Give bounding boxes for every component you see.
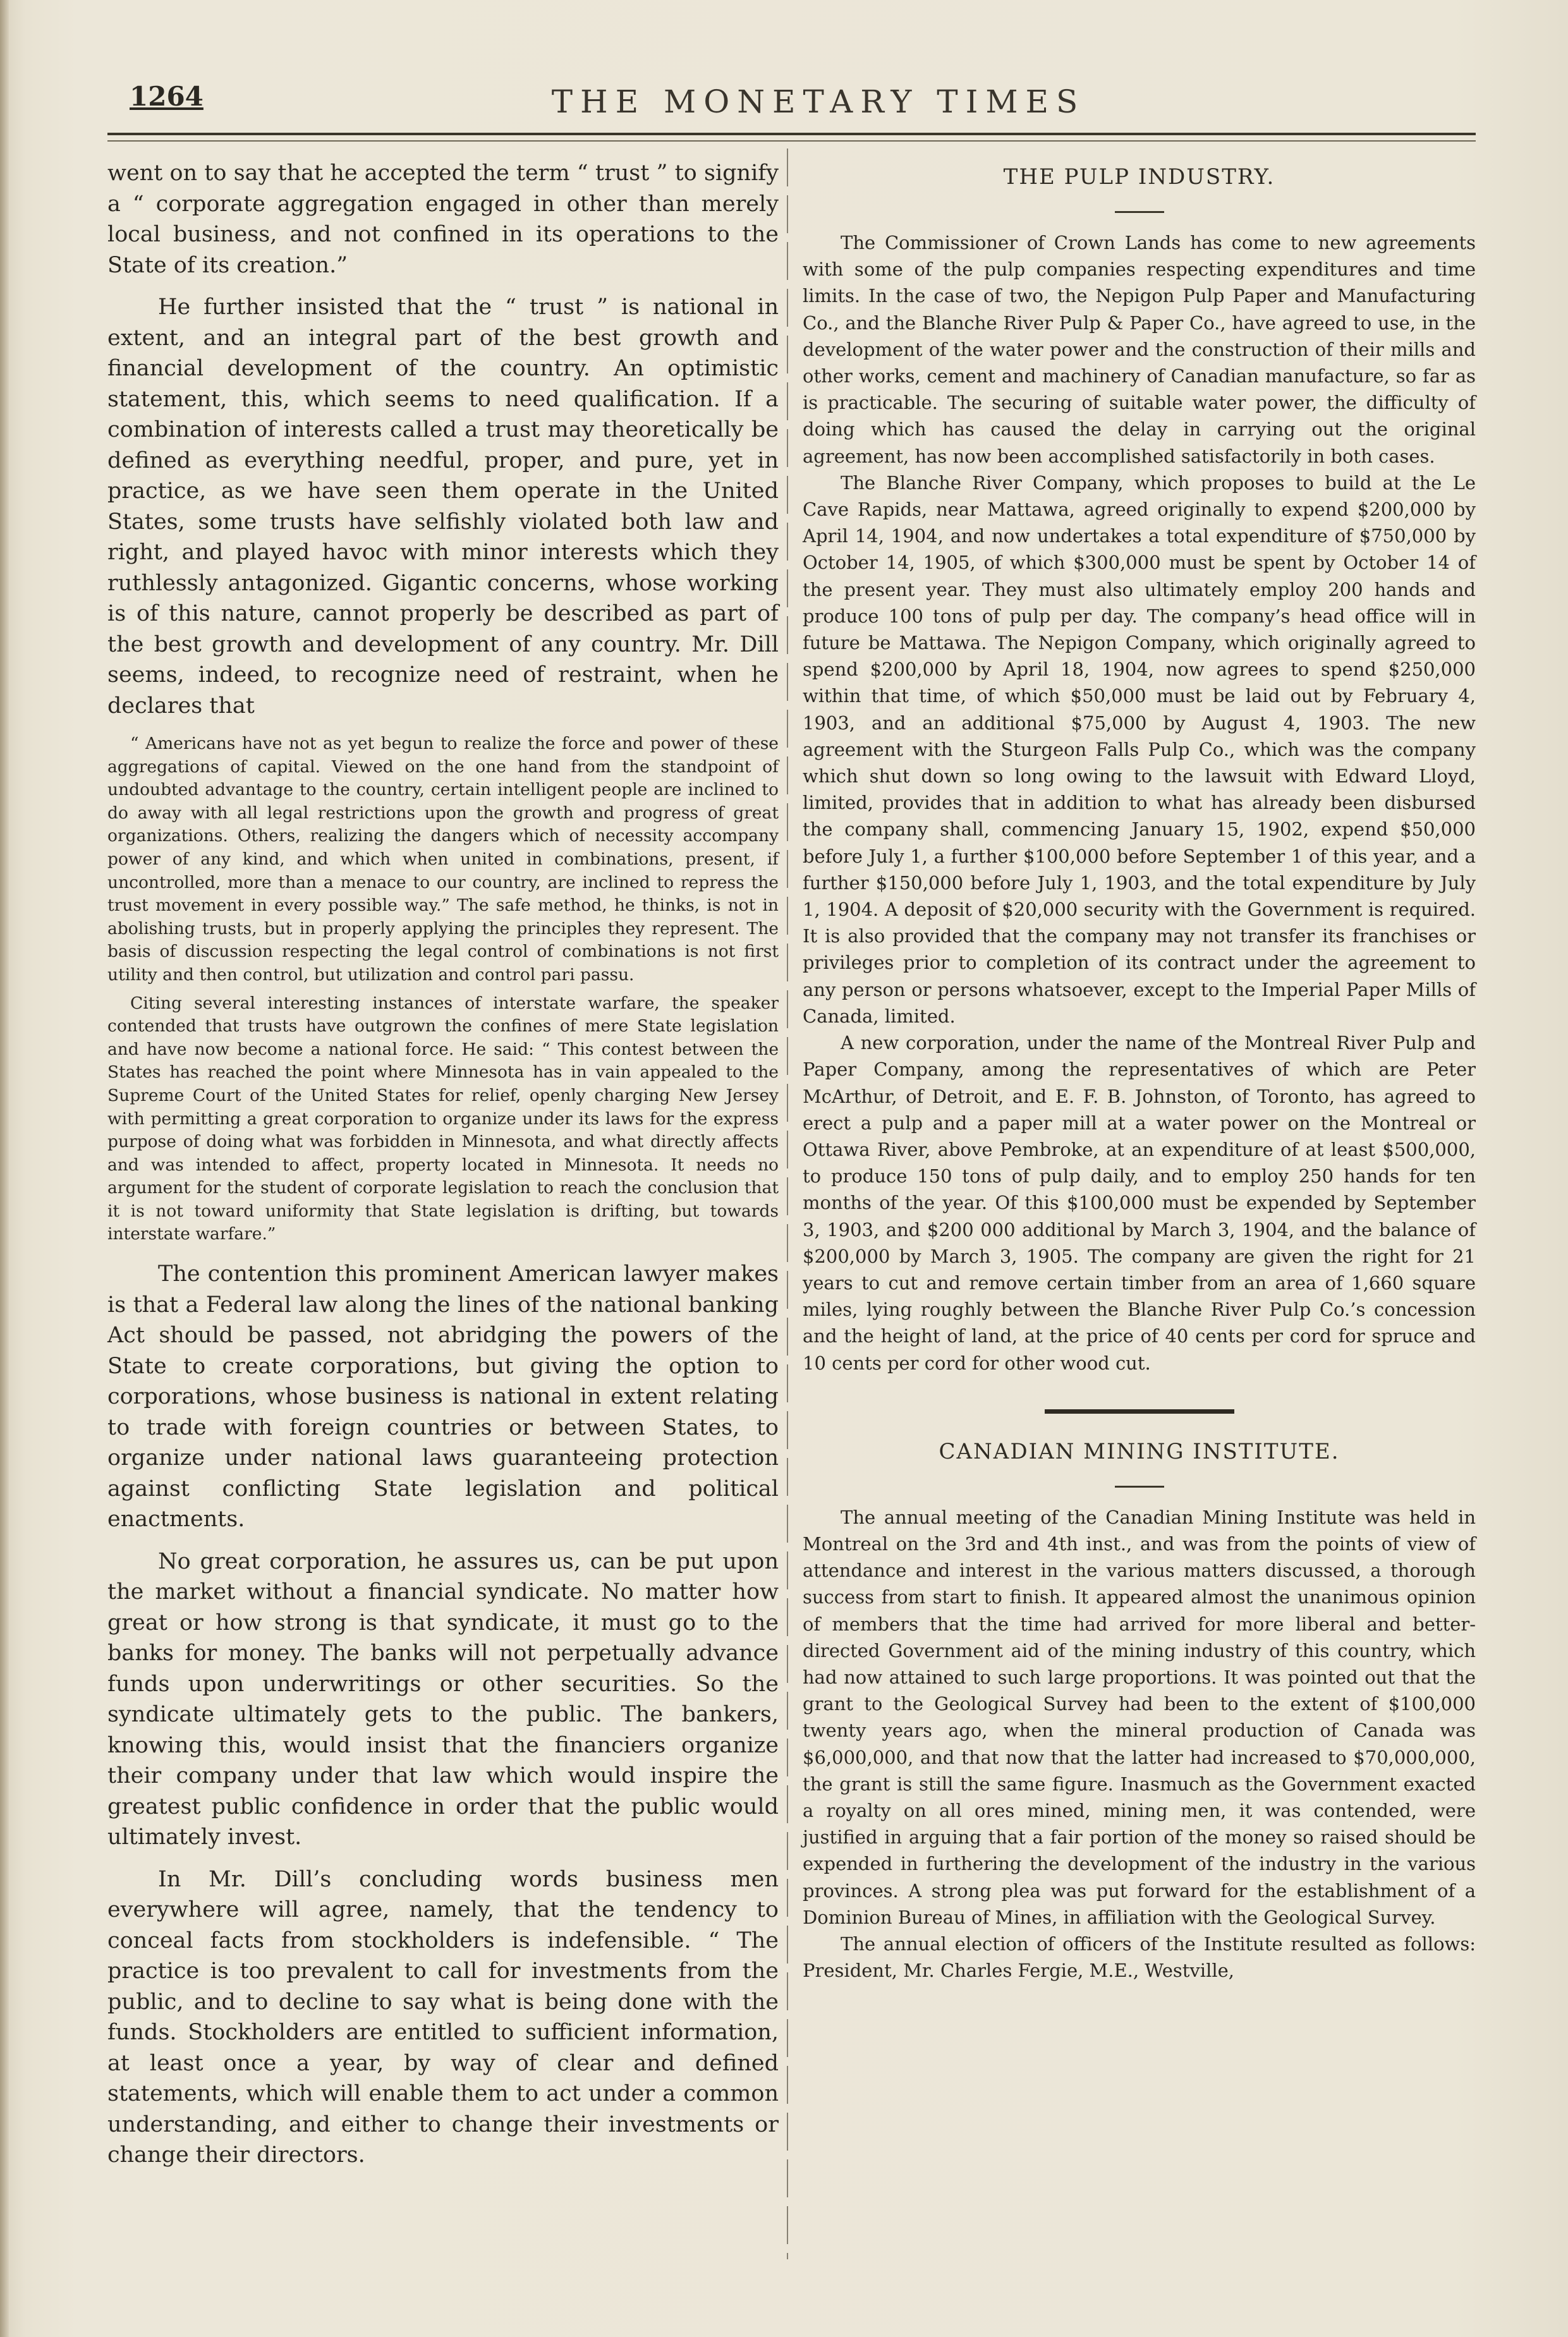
article-paragraph: The contention this prominent American lawyer makes is that a Federal law along the lines of the national banking Act should be passed, not abridging the powers of the State to create corporations, but giving the option to corporations, whose business is national in extent relating to trade with foreign countries or between States, to organize under national laws guaranteeing protection against conflicting State legislation and political enactments.: [107, 1261, 779, 1533]
pulp-paragraph: A new corporation, under the name of the Montreal River Pulp and Paper Company, among the representatives of which are Peter McArthur, of Detroit, and E. F. B. Johnston, of Toronto, has agreed to erect a pulp and a paper mill at a water power on the Montreal or Ottawa River, above Pembroke, at an expenditure of at least $500,000, to produce 150 tons of pulp daily, and to employ 250 hands for ten months of the year. Of this $100,000 must be expended by September 3, 1903, and $200 000 additional by March 3, 1904, and the balance of $200,000 by March 3, 1905. The company are given the right for 21 years to cut and remove certain timber from an area of 1,660 square miles, lying roughly between the Blanche River Pulp Co.’s concession and the height of land, at the price of 40 cents per cord for spruce and 10 cents per cord for other wood cut.: [803, 1032, 1476, 1374]
pulp-industry-heading: THE PULP INDUSTRY.: [1003, 164, 1275, 190]
article-paragraph: went on to say that he accepted the term “ trust ” to signify a “ corporate aggregation engaged in other than merely local business, and not confined in its operations to the State of its creation.”: [107, 161, 779, 278]
article-paragraph: He further insisted that the “ trust ” is national in extent, and an integral part of the best growth and financial development of the country. An optimistic statement, this, which seems to need qualification. If a combination of interests called a trust may theoretically be defined as everything needful, proper, and pure, yet in practice, as we have seen them operate in the United States, some trusts have selfishly violated both law and right, and played havoc with minor interests which they ruthlessly antagonized. Gigantic concerns, whose working is of this nature, cannot properly be described as part of the best growth and development of any country. Mr. Dill seems, indeed, to recognize need of restraint, when he declares that: [107, 294, 779, 719]
right-column: [803, 158, 1476, 1984]
quoted-paragraph: “ Americans have not as yet begun to realize the force and power of these aggregations of capital. Viewed on the one hand from the standpoint of undoubted advantage to the country, certain intelligent people are inclined to do away with all legal restrictions upon the growth and progress of great organizations. Others, realizing the dangers which of necessity accompany power of any kind, and which when united in combinations, present, if uncontrolled, more than a menace to our country, are inclined to repress the trust movement in every possible way.” The safe method, he thinks, is not in abolishing trusts, but in properly applying the principles they represent. The basis of discussion respecting the legal control of combinations is not first utility and then control, but utilization and control pari passu.: [107, 734, 779, 985]
page-number: 1264: [130, 81, 204, 112]
mining-paragraph: The annual meeting of the Canadian Mining Institute was held in Montreal on the 3rd and 4th inst., and was from the points of view of attendance and interest in the various matters discussed, a thorough success from start to finish. It appeared almost the unanimous opinion of members that the time had arrived for more liberal and better-directed Government aid of the mining industry of this country, which had now attained to such large proportions. It was pointed out that the grant to the Geological Survey had been to the extent of $100,000 twenty years ago, when the mineral production of Canada was $6,000,000, and that now that the latter had increased to $70,000,000, the grant is still the same figure. Inasmuch as the Government exacted a royalty on all ores mined, mining men, it was contended, were justified in arguing that a fair portion of the money so raised should be expended in furthering the development of the industry in the various provinces. A strong plea was put forward for the establishment of a Dominion Bureau of Mines, in affiliation with the Geological Survey.: [803, 1506, 1476, 1928]
article-paragraph: In Mr. Dill’s concluding words business men everywhere will agree, namely, that the tendency to conceal facts from stockholders is indefensible. “ The practice is too prevalent to call for investments from the public, and to decline to say what is being done with the funds. Stockholders are entitled to sufficient information, at least once a year, by way of clear and defined statements, which will enable them to act under a common understanding, and either to change their investments or change their directors.: [107, 1866, 779, 2168]
left-column: [107, 158, 779, 2182]
heading-dash: [1115, 1486, 1164, 1488]
article-paragraph: No great corporation, he assures us, can be put upon the market without a financial syndicate. No matter how great or how strong is that syndicate, it must go to the banks for money. The banks will not perpetually advance funds upon underwritings or other securities. So the syndicate ultimately gets to the public. The bankers, knowing this, would insist that the financiers organize their company under that law which would inspire the greatest public confidence in order that the public would ultimately invest.: [107, 1548, 779, 1850]
section-separator: [1045, 1409, 1234, 1414]
page-header: [130, 75, 1476, 125]
heading-dash: [1115, 211, 1164, 213]
header-rule-thick: [107, 133, 1476, 135]
pulp-paragraph: The Blanche River Company, which proposes to build at the Le Cave Rapids, near Mattawa, agreed originally to expend $200,000 by April 14, 1904, and now undertakes a total expenditure of $750,000 by October 14, 1905, of which $300,000 must be spent by October 14 of the present year. They must also ultimately employ 200 hands and produce 100 tons of pulp per day. The company’s head office will in future be Mattawa. The Nepigon Company, which originally agreed to spend $200,000 by April 18, 1904, now agrees to spend $250,000 within that time, of which $50,000 must be laid out by February 4, 1903, and an additional $75,000 by August 4, 1903. The new agreement with the Sturgeon Falls Pulp Co., which was the company which shut down so long owing to the lawsuit with Edward Lloyd, limited, provides that in addition to what has already been disbursed the company shall, commencing January 15, 1902, expend $50,000 before July 1, a further $100,000 before September 1 of this year, and a further $150,000 before July 1, 1903, and the total expenditure by July 1, 1904. A deposit of $20,000 security with the Government is required. It is also provided that the company may not transfer its franchises or privileges prior to completion of its contract under the agreement to any person or persons whatsoever, except to the Imperial Paper Mills of Canada, limited.: [803, 471, 1476, 1027]
mining-institute-heading: CANADIAN MINING INSTITUTE.: [939, 1438, 1340, 1464]
column-divider: [787, 149, 788, 2259]
quoted-paragraph: Citing several interesting instances of interstate warfare, the speaker contended that trusts have outgrown the confines of mere State legislation and have now become a national force. He said: “ This contest between the States has reached the point where Minnesota has in vain appealed to the Supreme Court of the United States for relief, openly charging New Jersey with permitting a great corporation to organize under its laws for the express purpose of doing what was forbidden in Minnesota, and what directly affects and was intended to affect, property located in Minnesota. It needs no argument for the student of corporate legislation to reach the conclusion that it is not toward uniformity that State legislation is drifting, but towards interstate warfare.”: [107, 993, 779, 1244]
page-spine-shadow: [0, 0, 9, 2337]
publication-title: THE MONETARY TIMES: [551, 83, 1086, 120]
header-rule-thin: [107, 140, 1476, 142]
pulp-paragraph: The Commissioner of Crown Lands has come to new agreements with some of the pulp companies respecting expenditures and time limits. In the case of two, the Nepigon Pulp Paper and Manufacturing Co., and the Blanche River Pulp & Paper Co., have agreed to use, in the development of the water power and the construction of their mills and other works, cement and machinery of Canadian manufacture, so far as is practicable. The securing of suitable water power, the difficulty of doing which has caused the delay in carrying out the original agreement, has now been accomplished satisfactorily in both cases.: [803, 232, 1476, 467]
mining-paragraph: The annual election of officers of the Institute resulted as follows: President, Mr. Charles Fergie, M.E., Westville,: [803, 1933, 1476, 1982]
